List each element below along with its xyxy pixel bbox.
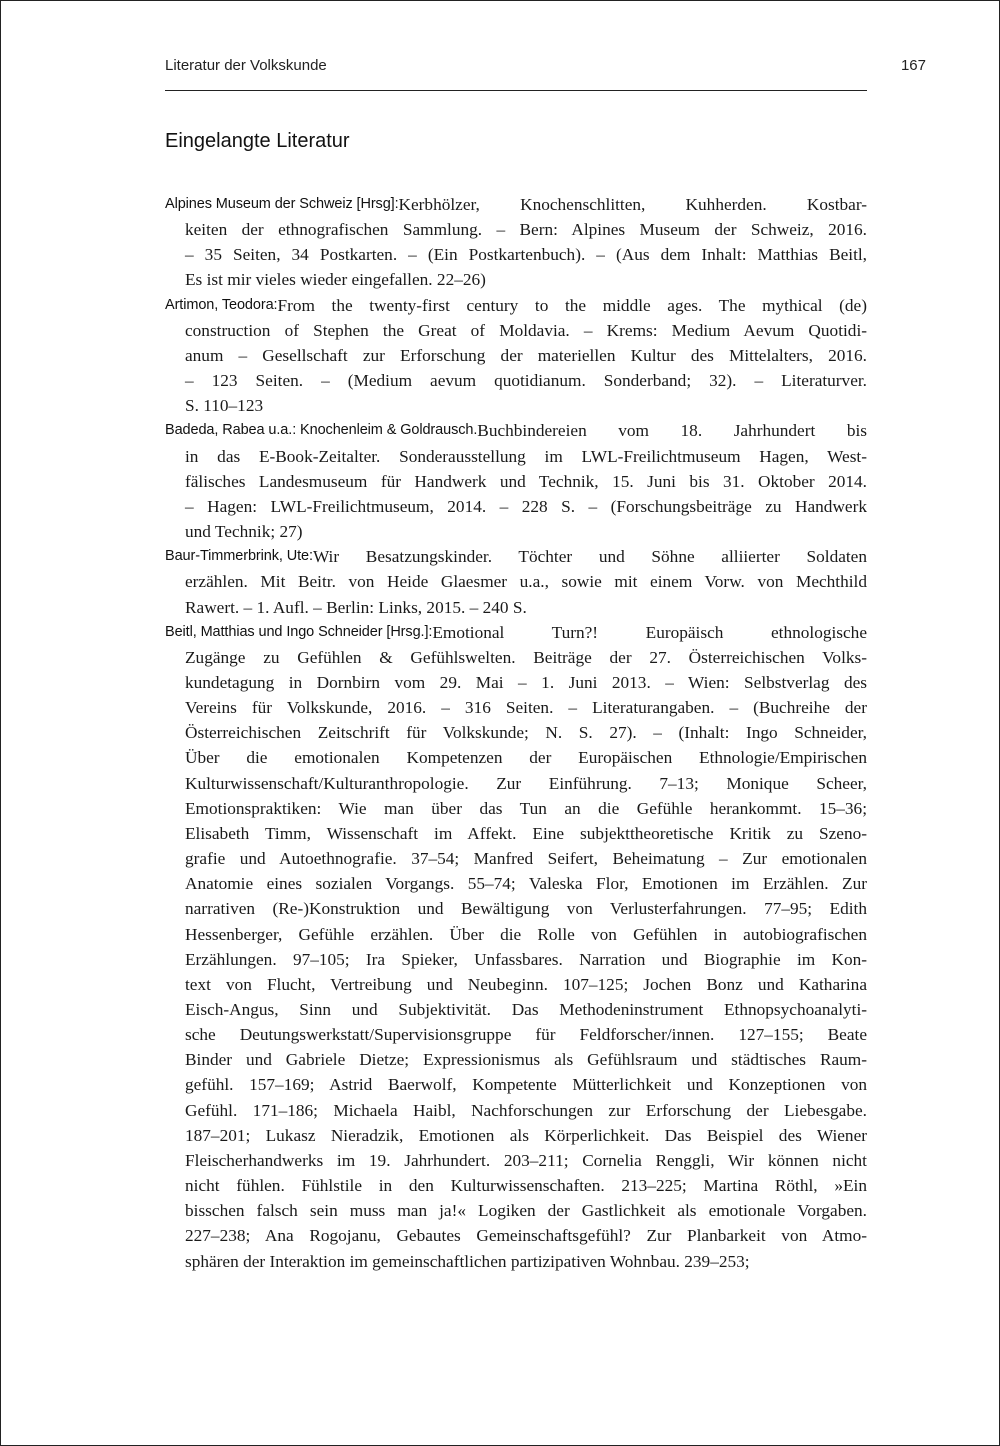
entry-line	[165, 1148, 867, 1173]
entry-text: nicht fühlen. Fühlstile in den Kulturwissenschaften. 213–225; Martina Röthl, »Ein	[185, 1176, 867, 1196]
entry-line	[165, 1098, 867, 1123]
entry-line	[165, 242, 867, 267]
entry-text: 227–238; Ana Rogojanu, Gebautes Gemeinschaftsgefühl? Zur Planbarkeit von Atmo-	[185, 1226, 867, 1246]
entry-text: Fleischerhandwerks im 19. Jahrhundert. 203–211; Cornelia Renggli, Wir können nicht	[185, 1150, 867, 1170]
entry-first-line	[165, 620, 867, 645]
entry-text: Eisch-Angus, Sinn und Subjektivität. Das Methodeninstrument Ethnopsychoanalyti-	[185, 1000, 867, 1019]
entry-text: construction of Stephen the Great of Moldavia. – Krems: Medium Aevum Quotidi-	[185, 320, 867, 340]
entry-author: Artimon, Teodora:	[165, 296, 278, 313]
entry-line	[165, 997, 867, 1022]
entry-author: Badeda, Rabea u.a.: Knochenleim & Goldrausch.	[165, 422, 478, 439]
entry-line	[165, 1123, 867, 1148]
entry-line	[165, 821, 867, 846]
entry-text: Es ist mir vieles wieder eingefallen. 22–26)	[185, 270, 486, 290]
entry-line	[165, 846, 867, 871]
entry-line	[165, 1072, 867, 1097]
entry-line	[165, 645, 867, 670]
entry-text: in das E-Book-Zeitalter. Sonderausstellung im LWL-Freilichtmuseum Hagen, West-	[185, 446, 867, 466]
entry-line	[165, 217, 867, 242]
entry-line	[165, 745, 867, 770]
entry-text: – 35 Seiten, 34 Postkarten. – (Ein Postkartenbuch). – (Aus dem Inhalt: Matthias Beitl,	[185, 245, 867, 265]
entry-author: Alpines Museum der Schweiz [Hrsg]:	[165, 196, 399, 212]
bibliography-entry	[165, 620, 867, 1274]
entry-line	[165, 569, 867, 594]
entry-text: Elisabeth Timm, Wissenschaft im Affekt. Eine subjekttheoretische Kritik zu Szeno-	[185, 823, 867, 843]
entry-text: Emotional Turn?! Europäisch ethnologische	[432, 622, 867, 642]
entry-line	[165, 318, 867, 343]
entry-line	[165, 494, 867, 519]
entry-first-line	[165, 192, 867, 217]
entry-line	[165, 519, 867, 544]
entry-text: Hessenberger, Gefühle erzählen. Über die Rolle von Gefühlen in autobiografischen	[185, 924, 867, 944]
bibliography-entry	[165, 544, 867, 619]
entry-text: narrativen (Re-)Konstruktion und Bewältigung von Verlusterfahrungen. 77–95; Edith	[185, 899, 867, 919]
entry-line	[165, 595, 867, 620]
entry-author: Baur-Timmerbrink, Ute:	[165, 548, 313, 565]
entry-text: sche Deutungswerkstatt/Supervisionsgruppe für Feldforscher/innen. 127–155; Beate	[185, 1025, 867, 1045]
entry-line	[165, 720, 867, 745]
entry-text: Erzählungen. 97–105; Ira Spieker, Unfassbares. Narration und Biographie im Kon-	[185, 949, 867, 969]
entry-line	[165, 444, 867, 469]
header-rule	[165, 90, 867, 91]
entry-text: erzählen. Mit Beitr. von Heide Glaesmer u.a., sowie mit einem Vorw. von Mechthild	[185, 572, 867, 592]
entry-first-line	[165, 293, 867, 318]
entry-text: 187–201; Lukasz Nieradzik, Emotionen als Körperlichkeit. Das Beispiel des Wiener	[185, 1125, 867, 1145]
entry-text: From the twenty-first century to the middle ages. The mythical (de)	[277, 295, 867, 315]
entry-text: Buchbindereien vom 18. Jahrhundert bis	[477, 421, 867, 441]
entry-text: Emotionspraktiken: Wie man über das Tun an die Gefühle herankommt. 15–36;	[185, 798, 867, 818]
entry-line	[165, 771, 867, 796]
section-title: Eingelangte Literatur	[165, 130, 350, 152]
entry-text: Österreichischen Zeitschrift für Volkskunde; N. S. 27). – (Inhalt: Ingo Schneider,	[185, 723, 867, 743]
entry-first-line	[165, 418, 867, 443]
entry-line	[165, 267, 867, 292]
entry-author: Beitl, Matthias und Ingo Schneider [Hrsg.]:	[165, 623, 433, 640]
bibliography-list	[165, 192, 867, 1274]
entry-text: Binder und Gabriele Dietze; Expressionismus als Gefühlsraum und städtisches Raum-	[185, 1050, 867, 1070]
page-number: 167	[900, 57, 926, 74]
entry-line	[165, 393, 867, 418]
bibliography-entry	[165, 293, 867, 419]
entry-text: gefühl. 157–169; Astrid Baerwolf, Kompetente Mütterlichkeit und Konzeptionen von	[185, 1075, 867, 1095]
entry-line	[165, 1047, 867, 1072]
entry-line	[165, 1223, 867, 1248]
entry-text: Zugänge zu Gefühlen & Gefühlswelten. Beiträge der 27. Österreichischen Volks-	[185, 647, 867, 667]
entry-text: text von Flucht, Vertreibung und Neubeginn. 107–125; Jochen Bonz und Katharina	[185, 974, 867, 994]
entry-line	[165, 670, 867, 695]
entry-text: Kerbhölzer, Knochenschlitten, Kuhherden. Kostbar-	[398, 195, 867, 214]
bibliography-entry	[165, 418, 867, 544]
entry-text: kundetagung in Dornbirn vom 29. Mai – 1. Juni 2013. – Wien: Selbstverlag des	[185, 672, 867, 692]
entry-line	[165, 796, 867, 821]
entry-line	[165, 922, 867, 947]
entry-text: – Hagen: LWL-Freilichtmuseum, 2014. – 228 S. – (Forschungsbeiträge zu Handwerk	[185, 496, 867, 516]
entry-line	[165, 871, 867, 896]
entry-text: bisschen falsch sein muss man ja!« Logiken der Gastlichkeit als emotionale Vorgaben.	[185, 1201, 867, 1221]
entry-text: fälisches Landesmuseum für Handwerk und Technik, 15. Juni bis 31. Oktober 2014.	[185, 471, 867, 491]
entry-text: Über die emotionalen Kompetenzen der Europäischen Ethnologie/Empirischen	[185, 748, 867, 768]
entry-text: S. 110–123	[185, 396, 264, 416]
entry-text: Anatomie eines sozialen Vorgangs. 55–74; Valeska Flor, Emotionen im Erzählen. Zur	[185, 874, 867, 894]
running-title: Literatur der Volkskunde	[165, 57, 327, 74]
entry-text: Vereins für Volkskunde, 2016. – 316 Seiten. – Literaturangaben. – (Buchreihe der	[185, 698, 867, 718]
entry-line	[165, 368, 867, 393]
entry-text: Gefühl. 171–186; Michaela Haibl, Nachforschungen zur Erforschung der Liebesgabe.	[185, 1100, 867, 1120]
entry-line	[165, 343, 867, 368]
bibliography-entry	[165, 192, 867, 293]
entry-line	[165, 1173, 867, 1198]
entry-line	[165, 947, 867, 972]
entry-line	[165, 1022, 867, 1047]
entry-line	[165, 1249, 867, 1274]
entry-line	[165, 972, 867, 997]
entry-line	[165, 1198, 867, 1223]
entry-line	[165, 896, 867, 921]
entry-text: und Technik; 27)	[185, 522, 303, 542]
entry-text: keiten der ethnografischen Sammlung. – Bern: Alpines Museum der Schweiz, 2016.	[185, 220, 867, 240]
entry-text: sphären der Interaktion im gemeinschaftlichen partizipativen Wohnbau. 239–253;	[185, 1251, 750, 1271]
entry-text: grafie und Autoethnografie. 37–54; Manfred Seifert, Beheimatung – Zur emotionalen	[185, 849, 867, 869]
entry-text: anum – Gesellschaft zur Erforschung der materiellen Kultur des Mittelalters, 2016.	[185, 345, 867, 365]
entry-text: Wir Besatzungskinder. Töchter und Söhne alliierter Soldaten	[312, 547, 867, 567]
entry-first-line	[165, 544, 867, 569]
entry-text: Kulturwissenschaft/Kulturanthropologie. Zur Einführung. 7–13; Monique Scheer,	[185, 773, 867, 793]
entry-text: – 123 Seiten. – (Medium aevum quotidianum. Sonderband; 32). – Literaturver.	[185, 371, 867, 391]
entry-line	[165, 695, 867, 720]
entry-line	[165, 469, 867, 494]
entry-text: Rawert. – 1. Aufl. – Berlin: Links, 2015. – 240 S.	[185, 597, 527, 617]
